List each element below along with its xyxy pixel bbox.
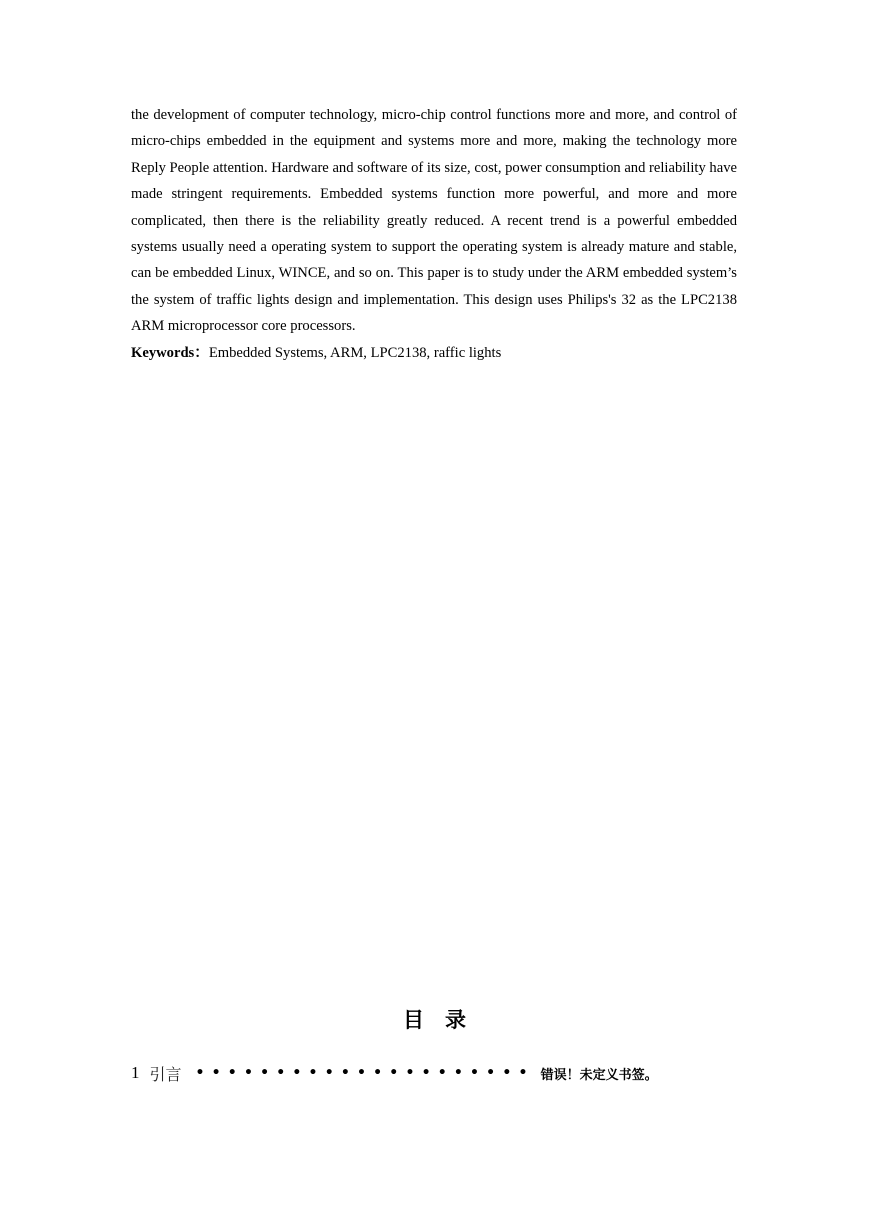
- toc-title: 目 录: [403, 1008, 466, 1032]
- abstract-paragraph: the development of computer technology, micro-chip control functions more and more, and control of micro-chips embedded in the equipment and systems more and more, making the technology more Reply People attention. Hardware and software of its size, cost, power consumption and reliability have made stringent requirements. Embedded systems function more powerful, and more and more complicated, then there is the reliability greatly reduced. A recent trend is a powerful embedded systems usually need a operating system to support the operating system is already mature and stable, can be embedded Linux, WINCE, and so on. This paper is to study under the ARM embedded system’s the system of traffic lights design and implementation. This design uses Philips's 32 as the LPC2138 ARM microprocessor core processors.: [131, 107, 737, 335]
- toc-entry-page-ref: 错误！未定义书签。: [540, 1067, 658, 1083]
- toc-entry-number: 1: [131, 1063, 140, 1082]
- keywords-value: Embedded Systems, ARM, LPC2138, raffic lights: [208, 345, 502, 361]
- keywords-label: Keywords：: [131, 345, 209, 361]
- toc-entry-leader: •••••••••••••••••••••: [195, 1065, 535, 1081]
- toc-entry-label: 引言: [149, 1064, 182, 1084]
- keywords-line: [131, 340, 737, 366]
- toc-entry[interactable]: [131, 1060, 731, 1086]
